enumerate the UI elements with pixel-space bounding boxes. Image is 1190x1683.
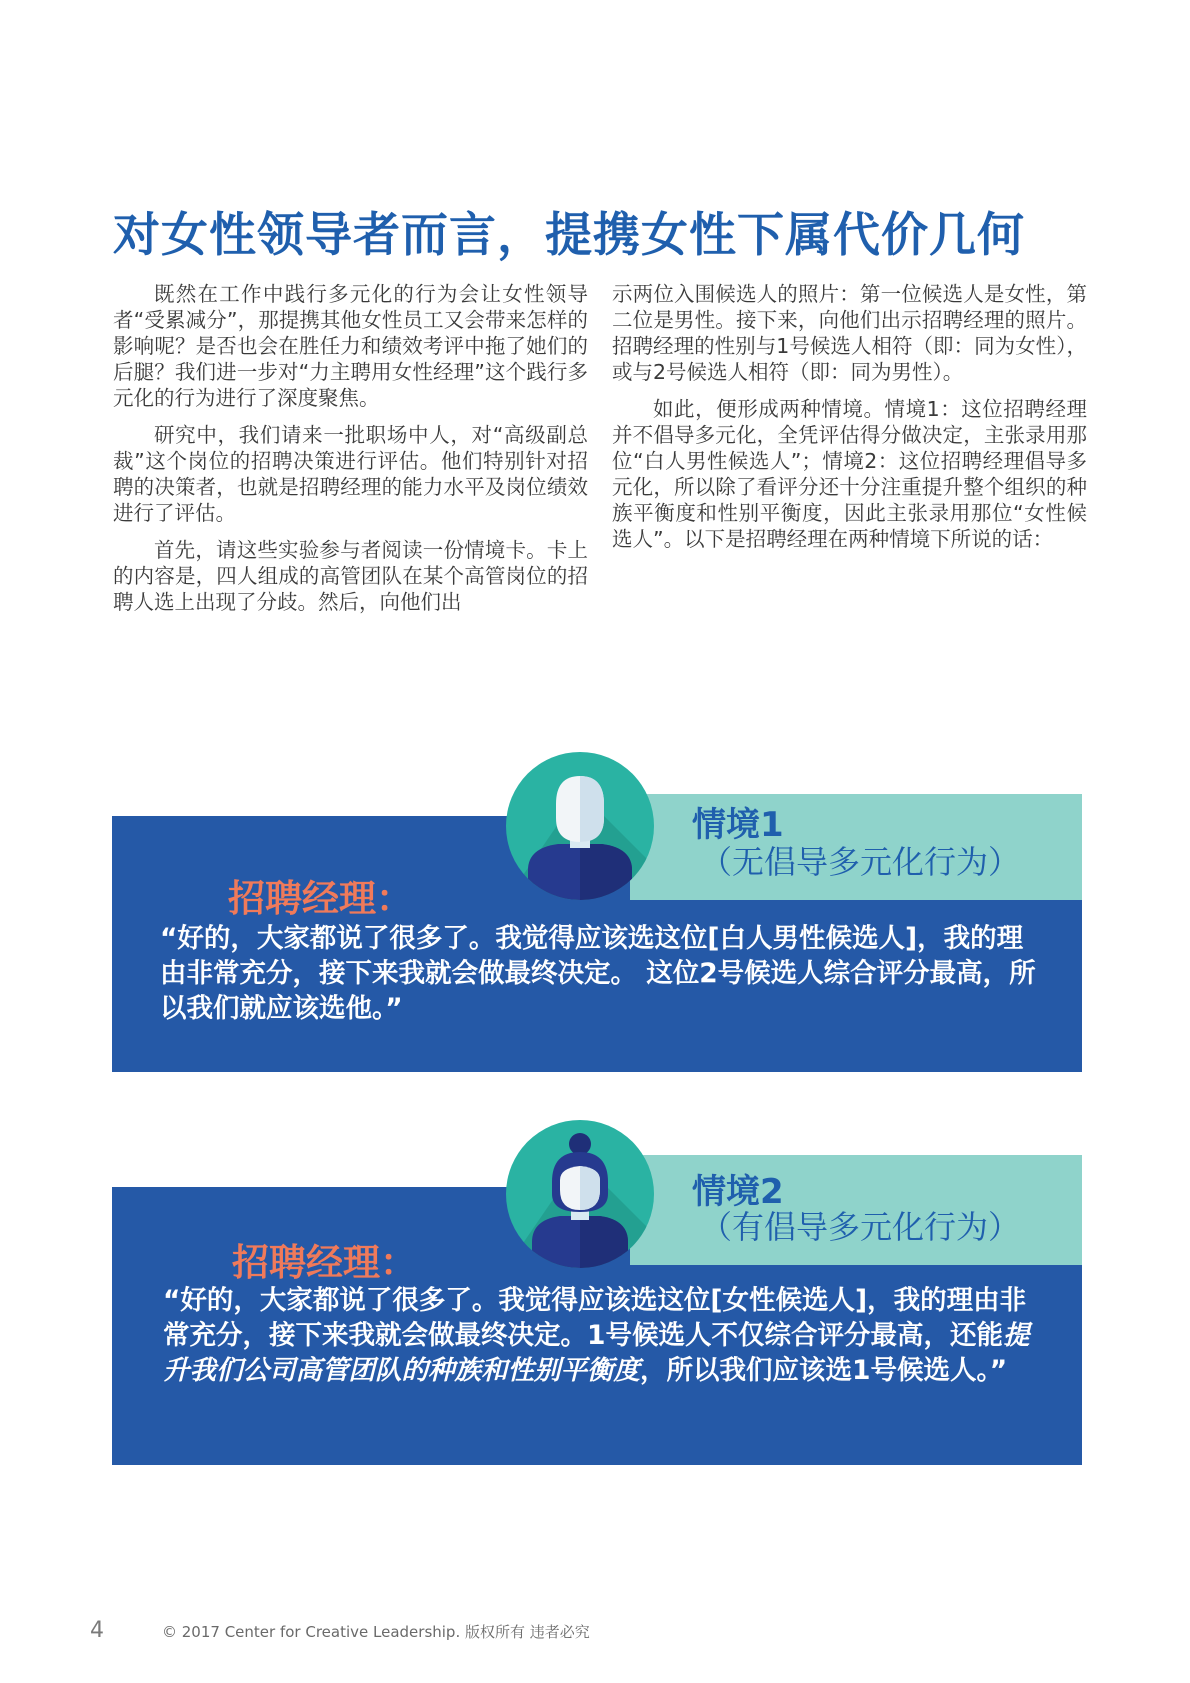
paragraph: 如此，便形成两种情境。情境1：这位招聘经理并不倡导多元化，全凭评估得分做决定，主张录用那位“白人男性候选人”；情境2：这位招聘经理倡导多元化，所以除了看评分还十分注重提升整个组织的种族平衡度和性别平衡度，因此主张录用那位“女性候选人”。以下是招聘经理在两种情境下所说的话： [612, 397, 1087, 551]
scenario2-title: 情境2 [692, 1172, 784, 1212]
paragraph: 示两位入围候选人的照片：第一位候选人是女性，第二位是男性。接下来，向他们出示招聘经理的照片。招聘经理的性别与1号候选人相符（即：同为女性），或与2号候选人相符（即：同为男性）。 [612, 282, 1087, 384]
page-number: 4 [90, 1618, 104, 1643]
scenario1-title: 情境1 [692, 805, 784, 845]
male-avatar-icon [506, 752, 654, 900]
right-text-column [612, 281, 1087, 563]
quote-text: “好的，大家都说了很多了。我觉得应该选这位[女性候选人]，我的理由非常充分，接下来我就会做最终决定。1号候选人不仅综合评分最高，还能 [163, 1285, 1027, 1351]
quote-text: ，所以我们应该选1号候选人。” [640, 1355, 1008, 1386]
paragraph: 既然在工作中践行多元化的行为会让女性领导者“受累减分”，那提携其他女性员工又会带来怎样的影响呢？是否也会在胜任力和绩效考评中拖了她们的后腿？我们进一步对“力主聘用女性经理”这个践行多元化的行为进行了深度聚焦。 [113, 282, 588, 410]
quote-emphasis: 提升我们公司高管团队的种族和性别平衡度 [163, 1320, 1030, 1386]
paragraph: 研究中，我们请来一批职场中人，对“高级副总裁”这个岗位的招聘决策进行评估。他们特别针对招聘的决策者，也就是招聘经理的能力水平及岗位绩效进行了评估。 [113, 423, 588, 525]
page-title: 对女性领导者而言，提携女性下属代价几何 [113, 208, 1025, 263]
scenario1-speaker: 招聘经理： [228, 877, 413, 920]
scenario2-speaker: 招聘经理： [232, 1241, 417, 1284]
left-text-column [113, 281, 588, 626]
copyright-footer: © 2017 Center for Creative Leadership. 版权所有 违者必究 [162, 1623, 590, 1641]
scenario1-subtitle: （无倡导多元化行为） [700, 843, 1021, 881]
paragraph: 首先，请这些实验参与者阅读一份情境卡。卡上的内容是，四人组成的高管团队在某个高管岗位的招聘人选上出现了分歧。然后，向他们出 [113, 538, 588, 614]
scenario2-subtitle: （有倡导多元化行为） [700, 1208, 1021, 1246]
female-avatar-icon [506, 1120, 654, 1268]
scenario2-quote [163, 1283, 1051, 1388]
scenario1-quote: “好的，大家都说了很多了。我觉得应该选这位[白人男性候选人]，我的理由非常充分，接下来我就会做最终决定。 这位2号候选人综合评分最高，所以我们就应该选他。” [160, 923, 1036, 1024]
